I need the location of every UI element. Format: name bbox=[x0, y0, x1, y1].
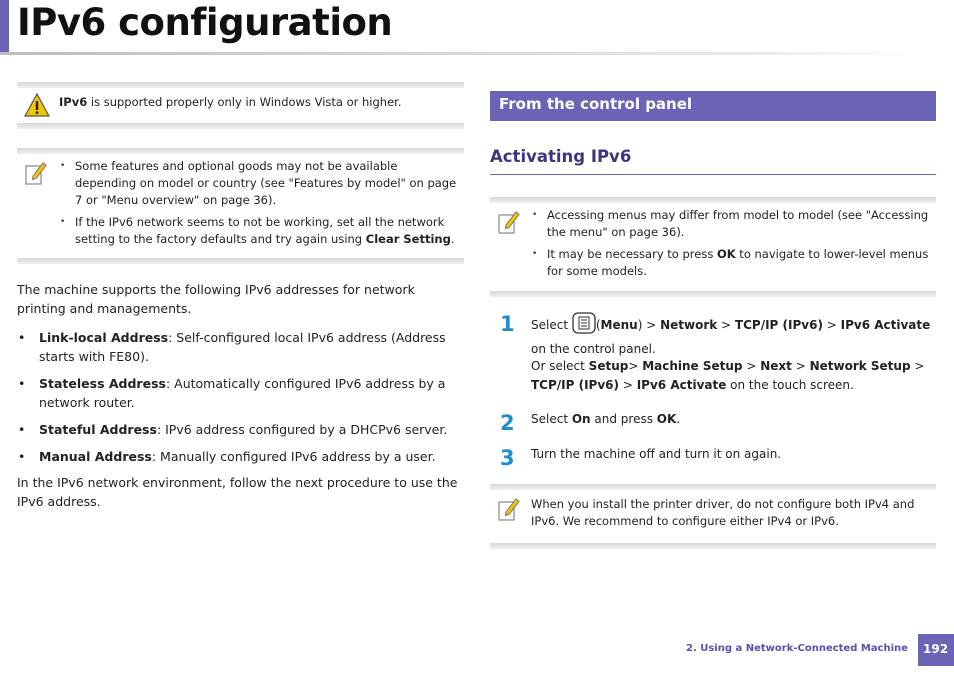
footer-chapter: 2. Using a Network-Connected Machine bbox=[686, 643, 908, 654]
page-number: 192 bbox=[923, 642, 949, 656]
step-1-text: Select (Menu) > Network > TCP/IP (IPv6) > IPv6 Activate on the control panel. bbox=[531, 312, 934, 359]
note2-item: • It may be necessary to press OK to navigate to lower-level menus for some models. bbox=[531, 246, 931, 280]
note1-content bbox=[59, 158, 461, 253]
note-pencil-icon bbox=[497, 496, 521, 526]
note-pencil-icon bbox=[24, 160, 48, 190]
note1-item: • Some features and optional goods may not be available depending on model or country (see "Features by model" on page 7 or "Menu overview" on page 36). bbox=[59, 158, 461, 209]
list-item: • Manual Address: Manually configured IPv6 address by a user. bbox=[17, 447, 464, 466]
warning-bottom-band bbox=[17, 123, 464, 129]
header-accent-bar bbox=[0, 0, 9, 52]
list-item: • Stateless Address: Automatically configured IPv6 address by a network router. bbox=[17, 374, 464, 412]
step-number: 3 bbox=[500, 446, 515, 470]
warning-text: IPv6 is supported properly only in Windows Vista or higher. bbox=[59, 95, 402, 109]
note1-bottom-band bbox=[17, 258, 464, 264]
menu-button-icon bbox=[572, 312, 596, 340]
section-title: From the control panel bbox=[499, 95, 693, 113]
note2-top-band bbox=[490, 197, 936, 203]
section-header bbox=[490, 91, 936, 121]
list-item: • Stateful Address: IPv6 address configured by a DHCPv6 server. bbox=[17, 420, 464, 439]
list-item: • Link-local Address: Self-configured local IPv6 address (Address starts with FE80). bbox=[17, 328, 464, 366]
step-3-text: Turn the machine off and turn it on again. bbox=[531, 447, 782, 461]
title-underline bbox=[0, 52, 920, 55]
intro-paragraph: The machine supports the following IPv6 addresses for network printing and managements. bbox=[17, 282, 415, 316]
note1-top-band bbox=[17, 148, 464, 154]
page-number-badge bbox=[918, 634, 954, 666]
warning-icon bbox=[24, 93, 50, 121]
subsection-title: Activating IPv6 bbox=[490, 147, 632, 166]
step-2-text: Select On and press OK. bbox=[531, 412, 681, 426]
step-number: 2 bbox=[500, 411, 515, 435]
subsection-underline bbox=[490, 174, 936, 175]
note3-bottom-band bbox=[490, 543, 936, 549]
note3-text: When you install the printer driver, do not configure both IPv4 and IPv6. We recommend to configure either IPv4 or IPv6. bbox=[531, 497, 915, 528]
note3-top-band bbox=[490, 484, 936, 490]
step-number: 1 bbox=[500, 312, 515, 336]
address-list bbox=[17, 328, 464, 474]
note2-content bbox=[531, 207, 931, 285]
note2-bottom-band bbox=[490, 291, 936, 297]
note1-item: • If the IPv6 network seems to not be working, set all the network setting to the factory defaults and try again using Clear Setting. bbox=[59, 214, 461, 248]
note-pencil-icon bbox=[497, 209, 521, 239]
warning-top-band bbox=[17, 82, 464, 88]
outro-paragraph: In the IPv6 network environment, follow the next procedure to use the IPv6 address. bbox=[17, 475, 458, 509]
note2-item: • Accessing menus may differ from model to model (see "Accessing the menu" on page 36). bbox=[531, 207, 931, 241]
step-1-alt-text: Or select Setup> Machine Setup > Next > Network Setup > TCP/IP (IPv6) > IPv6 Activate on the touch screen. bbox=[531, 359, 925, 392]
page-title: IPv6 configuration bbox=[17, 1, 393, 44]
